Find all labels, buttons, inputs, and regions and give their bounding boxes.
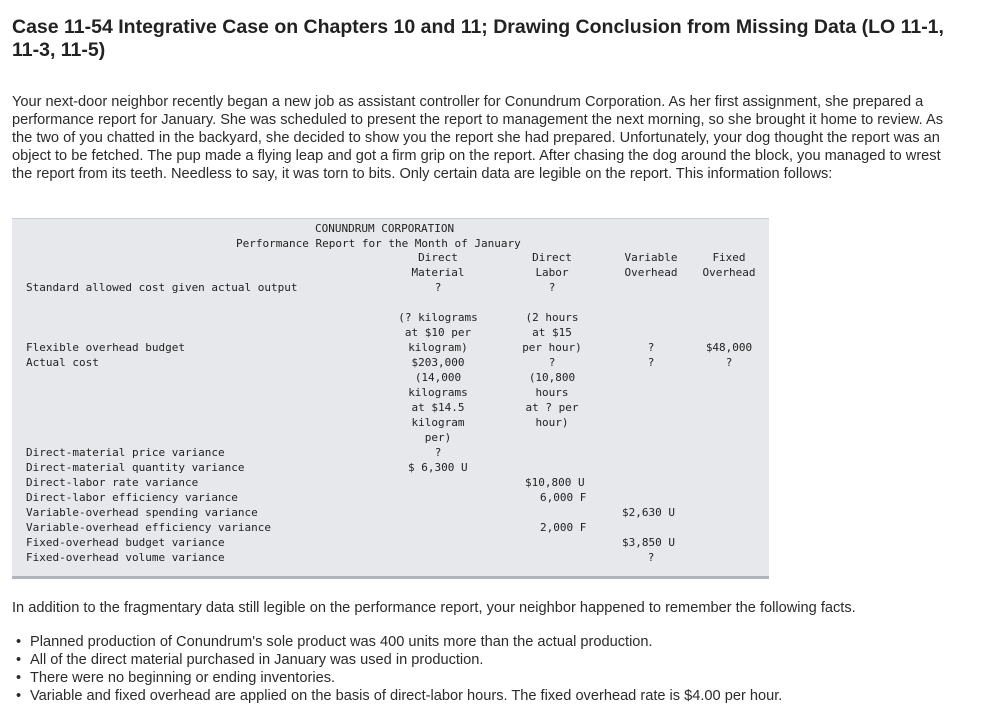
label-dm-quantity-variance: Direct-material quantity variance xyxy=(26,461,245,474)
value-dl-efficiency-variance: 6,000 F xyxy=(540,491,587,504)
value-standard-dl: ? (2 hours at $15 per hour) xyxy=(522,281,582,354)
value-vo-spending-variance: $2,630 U xyxy=(622,506,675,519)
label-standard-cost: Standard allowed cost given actual output xyxy=(26,281,298,294)
value-actual-dl: ? (10,800 hours at ? per hour) xyxy=(525,356,579,429)
value-actual-fo: ? xyxy=(725,356,733,369)
value-flex-fo: $48,000 xyxy=(705,341,753,354)
value-dm-price-variance: ? xyxy=(434,446,442,459)
value-fo-volume-variance: ? xyxy=(647,551,655,564)
value-fo-budget-variance: $3,850 U xyxy=(622,536,675,549)
case-title: Case 11-54 Integrative Case on Chapters 10 and 11; Drawing Conclusion from Missing Data (LO 11-1, 11-3, 11-5) xyxy=(12,16,944,61)
header-direct-material: Direct Material xyxy=(411,251,465,279)
value-standard-dm: ? (? kilograms at $10 per kilogram) xyxy=(398,281,478,354)
label-vo-spending-variance: Variable-overhead spending variance xyxy=(26,506,258,519)
intro-paragraph: Your next-door neighbor recently began a new job as assistant controller for Conundrum Corporation. As her first assignment, she prepared a performance report for January. She was scheduled to present the report to management the next morning, so she brought it home to review. As the two of you chatted in the backyard, she decided to show you the report she had prepared. Unfortunately, your dog thought the report was an object to be fetched. The pup made a flying leap and got a firm grip on the report. After chasing the dog around the block, you managed to wrest the report from its teeth. Needless to say, it was torn to bits. Only certain data are legible on the report. This information follows: xyxy=(12,94,943,182)
header-variable-overhead: Variable Overhead xyxy=(624,251,678,279)
bullet-icon: • xyxy=(16,670,22,686)
list-item: • Variable and fixed overhead are applied on the basis of direct-labor hours. The fixed overhead rate is $4.00 per hour. xyxy=(16,688,783,704)
bullet-icon: • xyxy=(16,634,22,650)
value-vo-efficiency-variance: 2,000 F xyxy=(540,521,587,534)
value-actual-vo: ? xyxy=(647,356,655,369)
label-vo-efficiency-variance: Variable-overhead efficiency variance xyxy=(26,521,272,534)
performance-report xyxy=(12,218,769,579)
label-fo-budget-variance: Fixed-overhead budget variance xyxy=(26,536,225,549)
value-dm-quantity-variance: $ 6,300 U xyxy=(408,461,468,474)
label-dl-efficiency-variance: Direct-labor efficiency variance xyxy=(26,491,238,504)
report-subtitle: Performance Report for the Month of January xyxy=(236,237,521,250)
list-item: • All of the direct material purchased in January was used in production. xyxy=(16,652,484,668)
bullet-icon: • xyxy=(16,652,22,668)
header-direct-labor: Direct Labor xyxy=(532,251,572,279)
bullet-icon: • xyxy=(16,688,22,704)
facts-list xyxy=(12,633,962,705)
value-dl-rate-variance: $10,800 U xyxy=(525,476,585,489)
value-flex-vo: ? xyxy=(647,341,655,354)
label-actual-cost: Actual cost xyxy=(26,356,99,369)
label-flexible-budget: Flexible overhead budget xyxy=(26,341,185,354)
after-report-text: In addition to the fragmentary data still legible on the performance report, your neighbor happened to remember the following facts. xyxy=(12,600,856,616)
list-item: • There were no beginning or ending inventories. xyxy=(16,670,336,686)
header-fixed-overhead: Fixed Overhead xyxy=(702,251,756,279)
list-item: • Planned production of Conundrum's sole product was 400 units more than the actual production. xyxy=(16,634,653,650)
label-fo-volume-variance: Fixed-overhead volume variance xyxy=(26,551,225,564)
report-company: CONUNDRUM CORPORATION xyxy=(315,222,455,235)
value-actual-dm: $203,000 (14,000 kilograms at $14.5 kilogram per) xyxy=(408,356,468,444)
label-dl-rate-variance: Direct-labor rate variance xyxy=(26,476,199,489)
label-dm-price-variance: Direct-material price variance xyxy=(26,446,225,459)
